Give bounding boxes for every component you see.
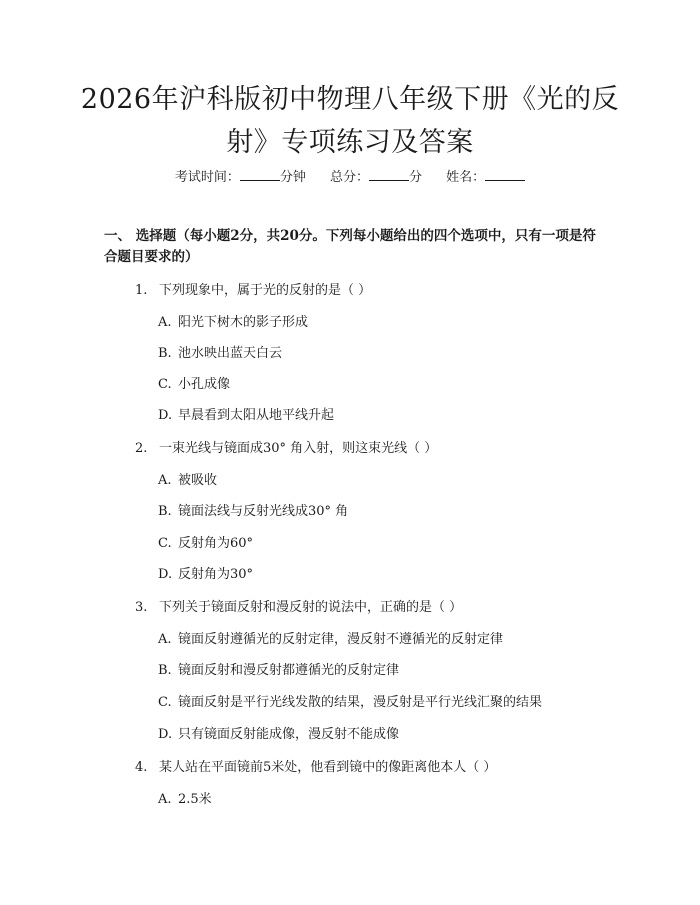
question-1-option-b [158, 345, 282, 363]
option-letter: A. [158, 792, 172, 807]
exam-time-field [175, 170, 310, 185]
student-name-label: 姓名： [446, 170, 486, 185]
option-text: 被吸收 [178, 473, 218, 488]
question-3-option-d [158, 726, 399, 744]
question-text: 下列现象中，属于光的反射的是（ ） [159, 283, 372, 298]
option-letter: C. [158, 695, 172, 710]
option-letter: A. [158, 632, 172, 647]
question-4-option-a [158, 791, 212, 809]
option-letter: B. [158, 663, 172, 678]
option-letter: D. [158, 567, 173, 582]
question-3-option-c [158, 694, 542, 712]
question-1-option-a [158, 314, 308, 332]
option-text: 池水映出蓝天白云 [178, 346, 283, 361]
question-3-option-a [158, 631, 503, 649]
question-text: 某人站在平面镜前5米处，他看到镜中的像距离他本人（ ） [159, 760, 497, 775]
option-letter: B. [158, 504, 172, 519]
section-heading-multiple-choice: 一、 选择题（每小题2分，共20分。下列每小题给出的四个选项中，只有一项是符合题目要求的） [104, 228, 596, 265]
option-text: 镜面法线与反射光线成30° 角 [178, 504, 349, 519]
question-text: 下列关于镜面反射和漫反射的说法中，正确的是（ ） [159, 600, 463, 615]
question-1 [135, 282, 371, 300]
student-name-field [446, 170, 525, 185]
question-2-option-b [158, 503, 348, 521]
question-text: 一束光线与镜面成30° 角入射，则这束光线（ ） [159, 441, 438, 456]
exam-time-blank [240, 168, 280, 181]
option-text: 小孔成像 [178, 377, 231, 392]
question-number: 1. [135, 283, 148, 298]
option-text: 早晨看到太阳从地平线升起 [178, 408, 335, 423]
question-1-option-c [158, 376, 230, 394]
question-1-option-d [158, 407, 334, 425]
option-letter: A. [158, 473, 172, 488]
question-3 [135, 599, 462, 617]
option-letter: C. [158, 377, 172, 392]
option-letter: C. [158, 536, 172, 551]
question-2-option-d [158, 566, 253, 584]
question-2-option-a [158, 472, 217, 490]
option-text: 镜面反射是平行光线发散的结果，漫反射是平行光线汇聚的结果 [178, 695, 543, 710]
option-letter: A. [158, 315, 172, 330]
question-2-option-c [158, 535, 253, 553]
total-score-label: 总分： [329, 170, 369, 185]
exam-time-label: 考试时间： [174, 170, 240, 185]
option-text: 反射角为60° [178, 536, 254, 551]
option-text: 镜面反射和漫反射都遵循光的反射定律 [178, 663, 400, 678]
total-score-unit: 分 [409, 170, 423, 185]
option-text: 只有镜面反射能成像，漫反射不能成像 [178, 727, 400, 742]
option-text: 2.5米 [178, 792, 212, 807]
student-name-blank [485, 168, 525, 181]
option-letter: B. [158, 346, 172, 361]
question-number: 2. [135, 441, 148, 456]
option-letter: D. [158, 727, 173, 742]
option-text: 反射角为30° [178, 567, 254, 582]
question-4 [135, 759, 496, 777]
option-letter: D. [158, 408, 173, 423]
question-3-option-b [158, 662, 399, 680]
exam-time-unit: 分钟 [279, 170, 306, 185]
question-number: 3. [135, 600, 148, 615]
exam-info-line [0, 168, 700, 187]
document-title: 2026年沪科版初中物理八年级下册《光的反射》专项练习及答案 [80, 84, 620, 158]
total-score-blank [369, 168, 409, 181]
question-2 [135, 440, 437, 458]
option-text: 镜面反射遵循光的反射定律，漫反射不遵循光的反射定律 [178, 632, 504, 647]
question-number: 4. [135, 760, 148, 775]
total-score-field [330, 170, 426, 185]
option-text: 阳光下树木的影子形成 [178, 315, 309, 330]
